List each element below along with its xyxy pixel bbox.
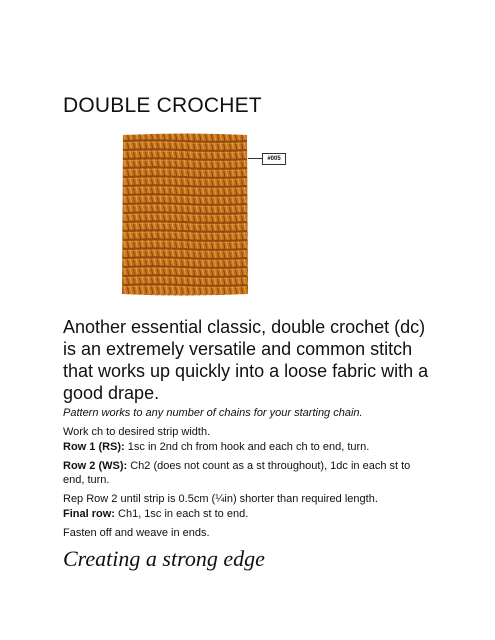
pattern-final-row [63,507,433,521]
pattern-finish: Fasten off and weave in ends. [63,527,210,539]
row-1-text: 1sc in 2nd ch from hook and each ch to end, turn. [124,441,370,453]
crochet-swatch-image [120,132,250,298]
pattern-instructions [63,406,433,545]
intro-paragraph: Another essential classic, double crochet (dc) is an extremely versatile and common stitch that works up quickly into a loose fabric with a good drape. [63,317,429,403]
swatch-illustration [120,132,250,298]
pattern-setup: Work ch to desired strip width. [63,426,211,438]
page-title: DOUBLE CROCHET [63,94,262,117]
pattern-row-1 [63,440,433,454]
pattern-note: Pattern works to any number of chains for your starting chain. [63,407,363,419]
row-2-label: Row 2 (WS): [63,460,128,472]
row-2-text: Ch2 (does not count as a st throughout), 1dc in each st to end, turn. [63,460,411,486]
pattern-repeat: Rep Row 2 until strip is 0.5cm (¼in) shorter than required length. [63,493,378,505]
section-subheading: Creating a strong edge [63,546,265,571]
final-row-text: Ch1, 1sc in each st to end. [114,508,249,520]
swatch-tag-label: #005 [262,153,286,165]
tag-pointer-line [248,158,262,159]
final-row-label: Final row: [63,508,115,520]
pattern-row-2 [63,459,433,487]
row-1-label: Row 1 (RS): [63,441,125,453]
